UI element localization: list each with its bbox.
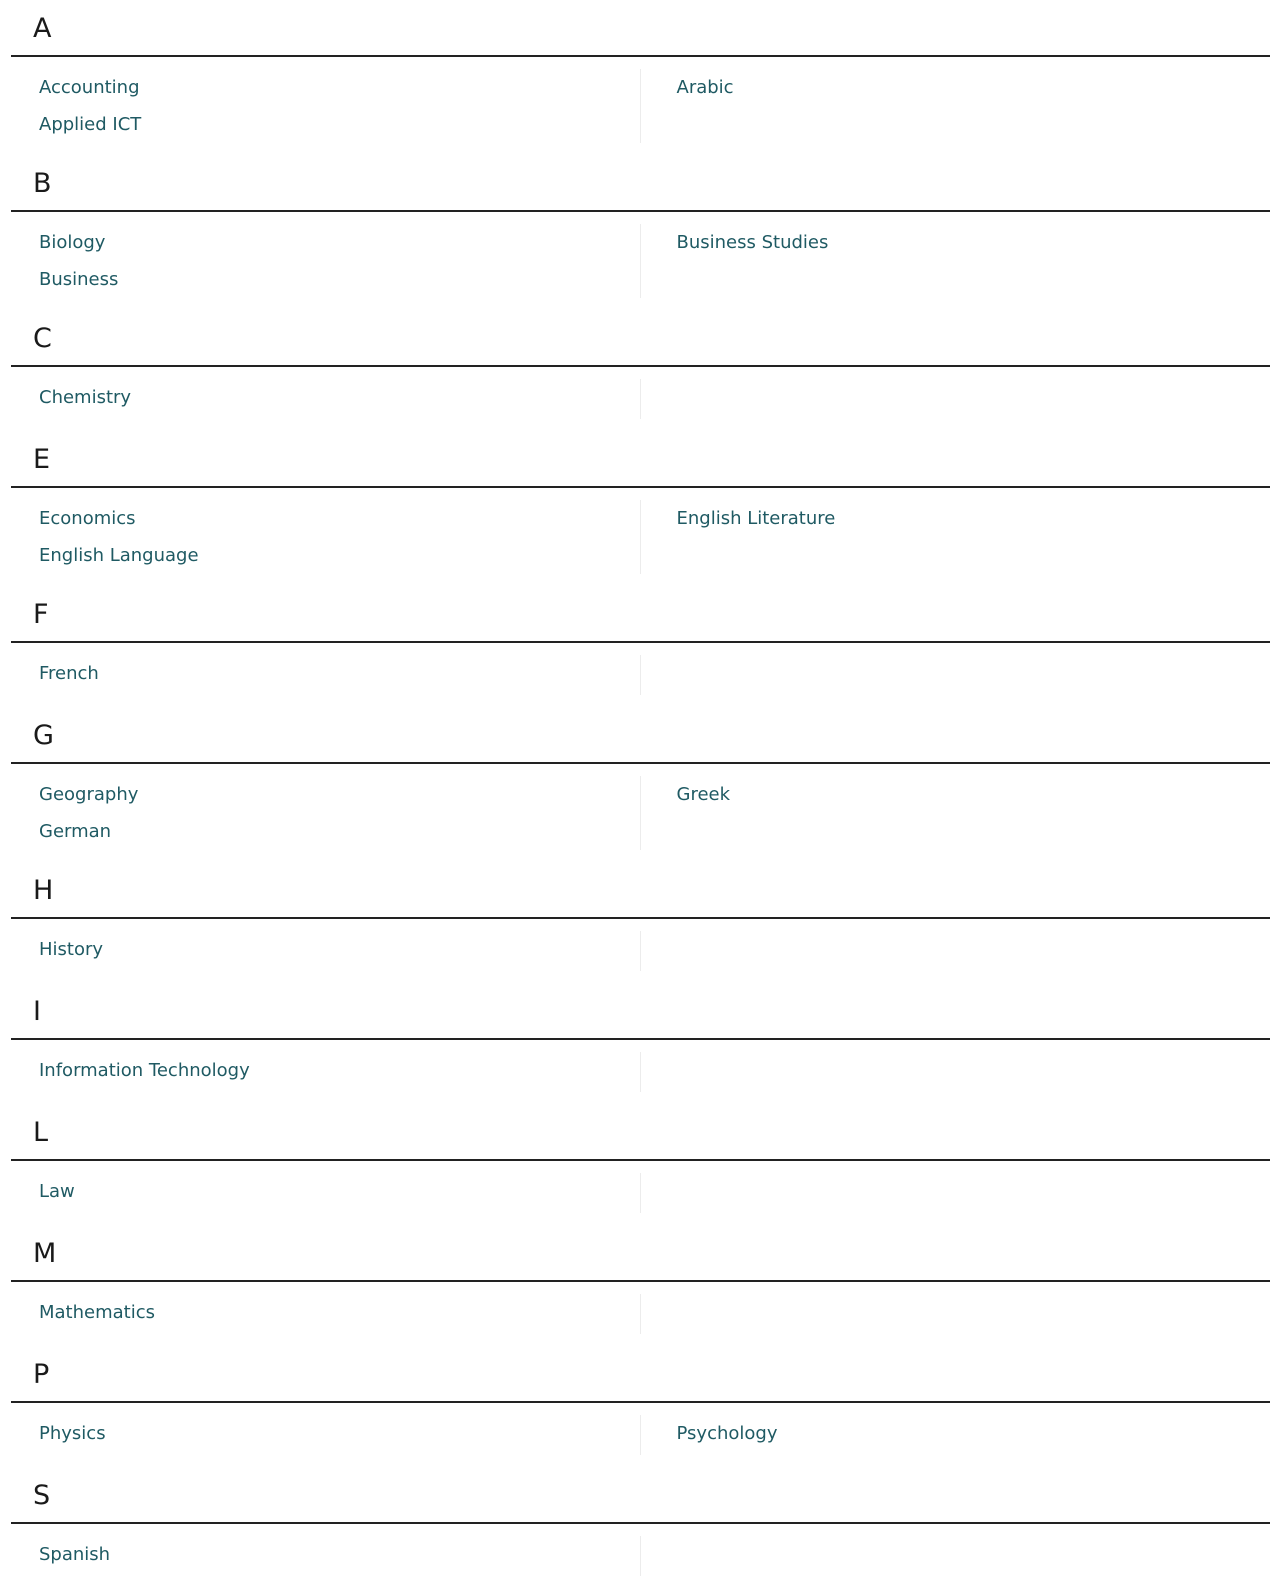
subject-link[interactable]: Greek [676, 784, 731, 805]
subject-column-left [11, 1294, 641, 1334]
subject-columns [11, 1403, 1270, 1467]
index-section-b [11, 155, 1270, 310]
subject-columns [11, 1524, 1270, 1588]
section-letter-heading: L [11, 1104, 1270, 1161]
subject-column-right [641, 1536, 1271, 1576]
subject-column-right [641, 1294, 1271, 1334]
index-section-p [11, 1346, 1270, 1467]
index-section-m [11, 1225, 1270, 1346]
subject-columns [11, 1282, 1270, 1346]
subject-column-left [11, 1536, 641, 1576]
index-section-a [11, 0, 1270, 155]
subject-link[interactable]: Information Technology [39, 1060, 250, 1081]
subject-columns [11, 764, 1270, 862]
section-letter-heading: M [11, 1225, 1270, 1282]
section-letter-heading: F [11, 586, 1270, 643]
subject-link[interactable]: English Language [39, 545, 199, 566]
subject-column-right [641, 379, 1271, 419]
subject-columns [11, 57, 1270, 155]
subject-link[interactable]: Geography [39, 784, 139, 805]
subject-column-right [641, 500, 1271, 574]
index-section-e [11, 431, 1270, 586]
subject-link[interactable]: Business [39, 269, 119, 290]
subject-column-right [641, 931, 1271, 971]
subject-column-left [11, 1052, 641, 1092]
subject-link[interactable]: Physics [39, 1423, 106, 1444]
subject-columns [11, 643, 1270, 707]
subject-column-left [11, 655, 641, 695]
section-letter-heading: S [11, 1467, 1270, 1524]
subject-link[interactable]: Spanish [39, 1544, 111, 1565]
section-letter-heading: G [11, 707, 1270, 764]
subject-link[interactable]: English Literature [676, 508, 836, 529]
subject-link[interactable]: Mathematics [39, 1302, 155, 1323]
section-letter-heading: H [11, 862, 1270, 919]
subject-columns [11, 1040, 1270, 1104]
subject-link[interactable]: Law [39, 1181, 75, 1202]
subject-link[interactable]: German [39, 821, 112, 842]
section-letter-heading: A [11, 0, 1270, 57]
subject-column-left [11, 500, 641, 574]
subject-columns [11, 367, 1270, 431]
subject-column-left [11, 776, 641, 850]
index-section-l [11, 1104, 1270, 1225]
section-letter-heading: C [11, 310, 1270, 367]
subject-link[interactable]: Accounting [39, 77, 140, 98]
index-section-f [11, 586, 1270, 707]
subject-column-left [11, 379, 641, 419]
subject-column-right [641, 776, 1271, 850]
subject-column-right [641, 69, 1271, 143]
subject-link[interactable]: Biology [39, 232, 106, 253]
subject-link[interactable]: History [39, 939, 104, 960]
subject-column-right [641, 655, 1271, 695]
index-section-s [11, 1467, 1270, 1588]
subject-column-right [641, 224, 1271, 298]
subject-column-right [641, 1173, 1271, 1213]
subject-columns [11, 919, 1270, 983]
subject-link[interactable]: Economics [39, 508, 136, 529]
subject-link[interactable]: Applied ICT [39, 114, 142, 135]
subject-column-right [641, 1415, 1271, 1455]
index-section-g [11, 707, 1270, 862]
subject-columns [11, 212, 1270, 310]
subject-column-left [11, 1415, 641, 1455]
subject-link[interactable]: Arabic [676, 77, 734, 98]
subject-columns [11, 488, 1270, 586]
subject-column-left [11, 224, 641, 298]
subject-column-left [11, 1173, 641, 1213]
subject-link[interactable]: Chemistry [39, 387, 132, 408]
subject-columns [11, 1161, 1270, 1225]
subject-column-right [641, 1052, 1271, 1092]
section-letter-heading: P [11, 1346, 1270, 1403]
subject-column-left [11, 69, 641, 143]
index-section-i [11, 983, 1270, 1104]
section-letter-heading: E [11, 431, 1270, 488]
subject-column-left [11, 931, 641, 971]
index-section-c [11, 310, 1270, 431]
subject-link[interactable]: Business Studies [676, 232, 829, 253]
subject-link[interactable]: Psychology [676, 1423, 778, 1444]
index-section-h [11, 862, 1270, 983]
subject-link[interactable]: French [39, 663, 99, 684]
section-letter-heading: I [11, 983, 1270, 1040]
section-letter-heading: B [11, 155, 1270, 212]
